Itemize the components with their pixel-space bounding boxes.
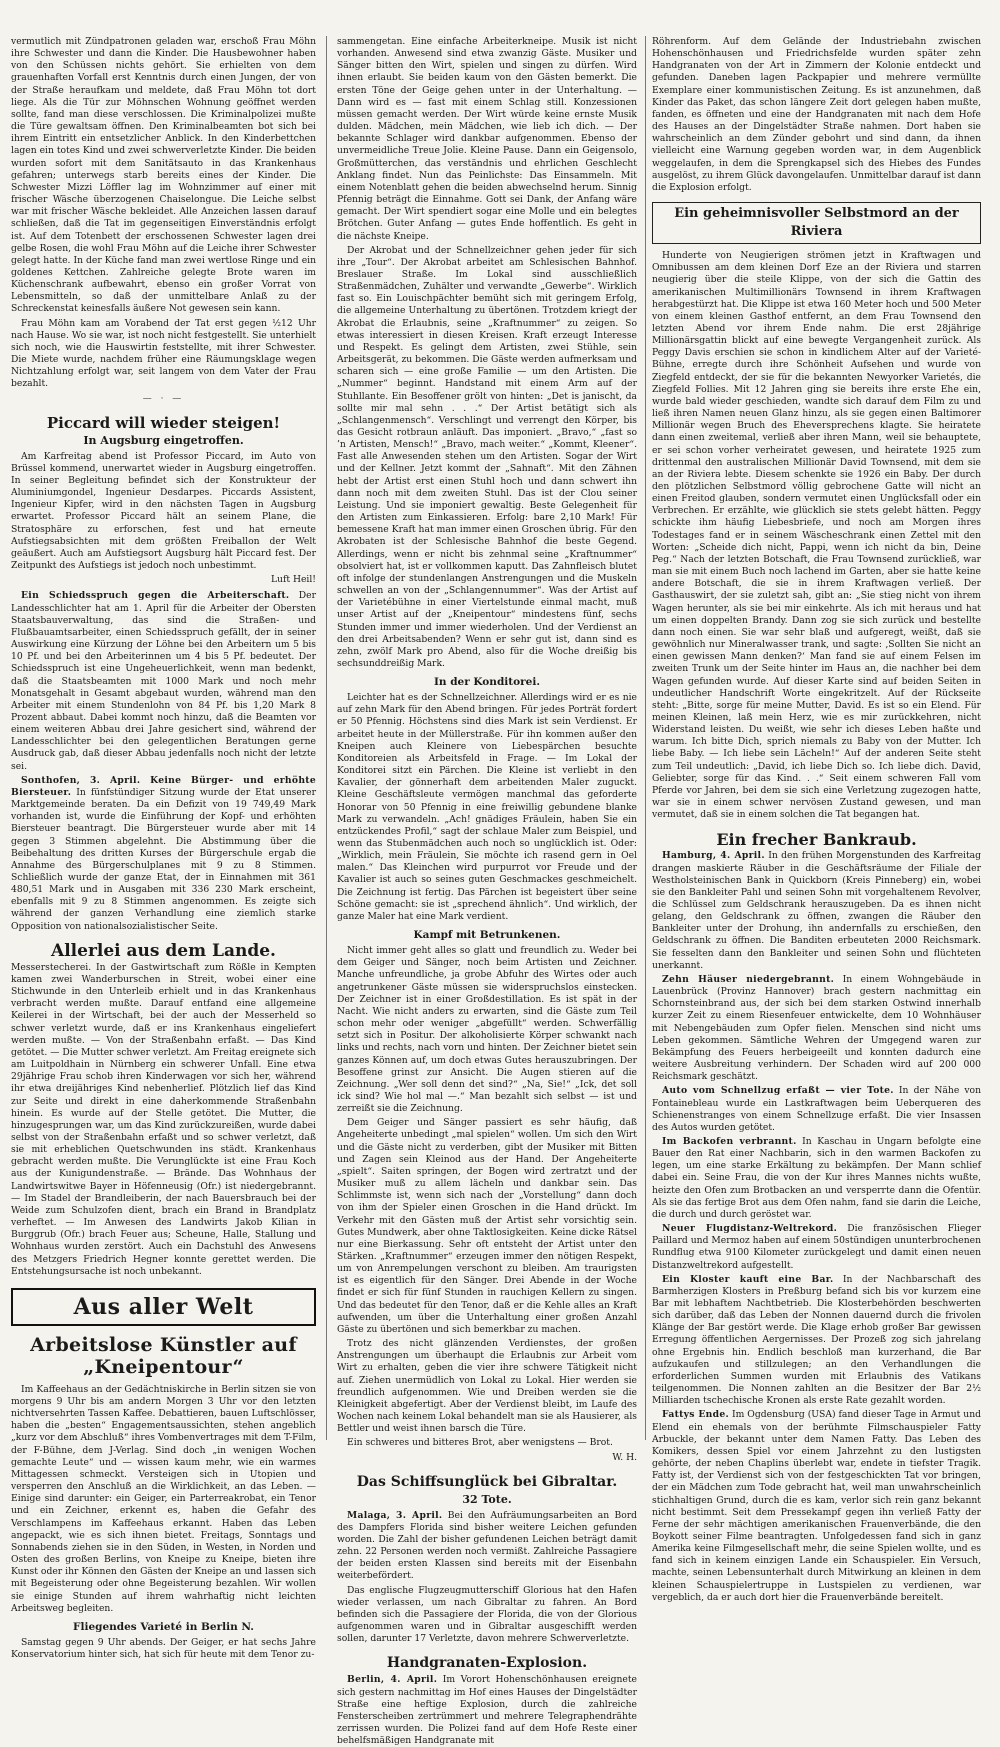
- article-text: Trotz des nicht glänzenden Verdienstes, der großen Anstrengungen um überhaupt die Erlaubnis zur Arbeit vom Wirt zu erhalten, geben die vier ihre schwere Tätigkeit nicht auf. Ziehen unermüdlich von Lokal zu Lokal. Hier werden sie freundlich aufgenommen. Wie und Dreiben werden sie die Kleinigkeit abgefertigt. Aber der Verdienst bleibt, im Laufe des Wochen nach keinem Lokal behandelt man sie als Hausierer, als Bettler und weist ihnen barsch die Türe.: [337, 1338, 637, 1435]
- article-text: Hunderte von Neugierigen strömen jetzt in Kraftwagen und Omnibussen am dem kleinen Dorf Eze an der Riviera und starren neugierig über die steile Klippe, von der sich die Gattin des amerikanischen Multimillionärs Townsend in ihrem Kraftwagen herabgestürzt hat. Die Klippe ist etwa 160 Meter hoch und 500 Meter von einem kleinen Gasthof entfernt, an dem Frau Townsend den letzten Abend vor ihrem Ende nahm. Die erst 28jährige Millionärsgattin blickt auf eine bewegte Vergangenheit zurück. Als Peggy Davis erschien sie schon in kindlichem Alter auf der Varieté-Bühne, erregte durch ihre Schönheit Aufsehen und wurde von Ziegfeld entdeckt, der sie für die bekannten Newyorker Varietés, die Ziegfeld Follies. Mit 12 Jahren ging sie bereits ihre erste Ehe ein, wurde bald wieder geschieden, wandte sich darauf dem Film zu und ließ ihren Namen neuen Glanz hinzu, als sie gegen einen Baltimorer Millionär wegen Bruch des Eheversprechens klagte. Sie heiratete dann einen zweitemal, verließ aber ihren Mann, weil sie behauptete, er sei schon vorher verheiratet gewesen, und heiratete 1925 zum drittenmal den australischen Millionär David Townsend, mit dem sie an der Riviera lebte. Diesem schenkte sie 1926 ein Baby. Der durch den plötzlichen Selbstmord völlig gebrochene Gatte will nicht an einen Freitod glauben, sondern vermutet einen Unglücksfall oder ein Verbrechen. Er erzählte, wie glücklich sie stets gelebt hätten. Peggy schickte ihm häufig Liebesbriefe, und noch am Morgen ihres Todestages fand er in seinem Wäscheschrank einen Zettel mit den Worten: „Scheide dich nicht, Pappi, wenn ich nicht da bin, Deine Peg.“ Nach der letzten Botschaft, die Frau Townsend zurückließ, war man sie mit einem Buch noch lachend im Garten, aber sie hatte keine andere Botschaft, die sie in ihrem Kraftwagen verließ. Der Gasthauswirt, der sie zuletzt sah, gibt an: „Sie stieg nicht von ihrem Wagen herunter, als sie bei mir einkehrte. Als ich mit heraus und hat um einen doppelten Brandy. Dann zog sie sich zurück und bestellte dann noch einen. Sie war sehr blaß und aufgeregt, weißt, daß sie gewöhnlich nur Mineralwasser trank, und sagte: ‚Sollten Sie nicht an einen gewissen Mann denken?‘ Man fand sie auf einem Felsen im zweiten Trunk um der Seite hinter im Haus an, die nachher bei dem Wagen gefunden wurde. Auf dieser Karte sind auf beiden Seiten in undeutlicher Handschrift Worte eingekritzelt. Auf der Rückseite steht: „Bitte, sorge für meine Mutter, David. Es ist so ein Elend. Für meinen Kleinen, laß mein Herz, wie es mir zurückkehren, nicht Widerstand leisten. Du weißt, wie sehr ich dieses Leben haßte und warum. Ich bitte Dich, sprich niemals zu Baby von der Mutter. Ich liebe Baby. — Ich liebe sein Lächeln!“ Auf der anderen Seite steht zum Teil undeutlich: „David, ich liebe Dich so. Ich liebe dich. David, Geliebter, sorge für das Kind. . .“ Seit einem schweren Fall vom Pferde vor Jahren, bei dem sie sich eine Verletzung zugezogen hatte, war sie in einem schwer nervösen Zustand gewesen, und man vermutet, daß sie in einem solchen die Tat begangen hat.: [652, 250, 981, 821]
- article-closing: Luft Heil!: [270, 574, 316, 586]
- headline-allerlei: Allerlei aus dem Lande.: [51, 940, 276, 961]
- article-text: In Kaschau in Ungarn befolgte eine Bauer den Rat einer Nachbarin, sich in den warmen Backofen zu legen, um eine starke Erkältung zu bekämpfen. Der Mann schlief dabei ein. Seine Frau, die von der Kur ihres Mannes nichts wußte, heizte den Ofen zum Brotbacken an und versperrte dann die Ofentür. Als sie das fertige Brot aus dem Ofen nahm, fand sie darin die Leiche, die durch und durch geröstet war.: [652, 1135, 982, 1220]
- subheadline-piccard: In Augsburg eingetroffen.: [83, 433, 244, 447]
- article-lead: Neuer Flugdistanz-Weltrekord.: [662, 1223, 838, 1235]
- headline-gibraltar: Das Schiffsunglück bei Gibraltar.: [356, 1473, 618, 1490]
- column-3: [652, 36, 982, 1603]
- article-text: Der Landesschlichter hat am 1. April für die Arbeiter der Obersten Staatsbauverwaltung, das sind die Straßen- und Flußbauamtsarbeiter, einen Schiedsspruch gefällt, der in seiner Auswirkung eine Kürzung der Löhne bei den Arbeitern um 5 bis 10 Pf. und bei den Arbeiterinnen um 4 bis 5 Pf. bedeutet. Der Schiedsspruch ist eine Ungeheuerlichkeit, wenn man bedenkt, daß die Staatsbeamten mit 1000 Mark und noch mehr Monatsgehalt in Gesamt abgebaut wurden, während man den Arbeiter mit einem Stundenlohn von 84 Pf. bis 1,20 Mark 8 Prozent abbaut. Dabei kommt noch hinzu, daß die Beamten vor einem weiteren Abbau drei Jahre gesichert sind, während der Landesschlichter bei den gelegentlichen Beratungen gerne Ausdruck gab, daß dieser Abbau jedenfalls noch nicht der letzte sei.: [11, 590, 316, 772]
- headline-handgranate: Handgranaten-Explosion.: [386, 1655, 588, 1672]
- subheadline-konditorei: In der Konditorei.: [434, 676, 540, 689]
- column-1: [11, 36, 317, 1660]
- article-lead: Malaga, 3. April.: [347, 1509, 443, 1521]
- column-rule: [326, 36, 327, 1440]
- article-text: Der Akrobat und der Schnellzeichner gehen jeder für sich ihre „Tour“. Der Akrobat arbeitet am Schlesischen Bahnhof. Breslauer Straße. Im Lokal sind ausschließlich Straßenmädchen, Zuhälter und verwandte „Gewerbe“. Wirklich fast so. Ein Louischpächter bemüht sich mit geringem Erfolg, die allgemeine Unterhaltung zu übertönen. Trotzdem kriegt der Akrobat die Erlaubnis, seine „Kraftnummer“ zu zeigen. So etwas interessiert in diesen Kreisen. Kraft erzeugt Interesse und Respekt. Es gelingt dem Artisten, zwei Stühle, sein Arbeitsgerät, zu bekommen. Die Gäste werden aufmerksam und scharen sich — eine große Familie — um den Artisten. Die „Nummer“ beginnt. Handstand mit einem Arm auf der Stuhllante. Ein Besoffener grölt von hinten: „Det is janischt, da sollte mir mal sehn . . .“ Der Artist betätigt sich als „Schlangenmensch“. Verschlingt und verrengt den Körper, bis das Gesicht rotbraun anläuft. Das imponiert. „Bravo,“ „fast so ’n Artisten, Mensch!“ „Bravo, mach weiter.“ „Kommt, Kleener“. Fast alle Anwesenden stehen um den Artisten. Sogar der Wirt und der Kellner. Jetzt kommt der „Sahnaft“. Mit den Zähnen hebt der Artist erst einen Stuhl hoch und dann schwert ihn dann noch mit dem zweiten Stuhl. Das ist der Clou seiner Leistung. Und sie imponiert gewaltig. Beste Gelegenheit für den Artisten zum Einkassieren. Erfolg: bare 2,10 Mark! Für bemessene Kraft hat man immer einen Groschen übrig. Für den Akrobaten ist der Schlesische Bahnhof die beste Gegend. Allerdings, wenn er nicht bis zehnmal seine „Kraftnummer“ obsolviert hat, ist er vollkommen kaputt. Das Zahnfleisch blutet oft infolge der stundenlangen Anstrengungen und die Muskeln schwellen an von der „Schlangennummer“. Was der Artist auf der Varietébühne in einer Viertelstunde einmal macht, muß unser Artist auf der „Kneipentour“ mindestens fünf, sechs Stunden immer und immer wiederholen. Und der Verdienst an den drei Arbeitsabenden? Wenn er sehr gut ist, dann sind es zehn, zwölf Mark pro Abend, also für die Woche dreißig bis sechsunddreißig Mark.: [337, 244, 637, 669]
- author-signature: W. H.: [612, 1451, 637, 1463]
- headline-kuenstler: Arbeitslose Künstler auf „Kneipentour“: [30, 1333, 297, 1378]
- article-text: vermutlich mit Zündpatronen geladen war, erschoß Frau Möhn ihre Schwester und dann die Kinder. Die Hausbewohner haben von den Schüssen nichts gehört. Sie erhielten von dem grauenhaften Vorfall erst Kenntnis durch einen Jungen, der von der Straße heraufkam und meldete, daß Frau Möhn tot dort liege. Als die Tür zur Möhnschen Wohnung geöffnet werden sollte, fand man diese verschlossen. Die Kriminalpolizei mußte die Türe gewaltsam öffnen. Den Kriminalbeamten bot sich bei ihrem Eintritt ein entsetzlicher Anblick. In den Kinderbettchen lagen ein totes Kind und zwei schwerverletzte Kinder. Die beiden wurden sofort mit dem Sanitätsauto in das Krankenhaus gefahren; unterwegs starb bereits eines der Kinder. Die Schwester Mizzi Löffler lag im Wohnzimmer auf einer mit frischer Wäsche überzogenen Chaiselongue. Die Leiche selbst war mit frischer Wäsche bekleidet. Alle Anzeichen lassen darauf schließen, daß die Tat im gegenseitigen Einverständnis erfolgt ist. Auf dem Totenbett der erschossenen Schwester lagen drei gelbe Rosen, die wohl Frau Möhn auf die Leiche ihrer Schwester gelegt hatte. In der Küche fand man zwei wertlose Ringe und ein goldenes Kettchen. Zahlreiche gelegte Brote waren im Küchenschrank aufbewahrt, ebenso ein großer Vorrat von Lebensmitteln, so daß der unmittelbare Anlaß zu der Schreckenstat keinesfalls äußere Not gewesen sein kann.: [11, 36, 316, 315]
- headline-bankraub: Ein frecher Bankraub.: [716, 830, 917, 850]
- headline-piccard: Piccard will wieder steigen!: [46, 413, 281, 432]
- article-lead: Sonthofen, 3. April. Keine Bürger- und erhöhte Biersteuer.: [11, 774, 316, 798]
- column-2: [337, 36, 638, 1747]
- article-lead: Auto vom Schnellzug erfaßt — vier Tote.: [662, 1085, 894, 1097]
- article-text: In fünfstündiger Sitzung wurde der Etat unserer Marktgemeinde beraten. Da ein Defizit von 19 749,49 Mark vorhanden ist, wurde die Einführung der Kopf- und erhöhten Biersteuer beantragt. Die Bürgersteuer wurde aber mit 14 gegen 3 Stimmen abgelehnt. Die Abstimmung über die Beibehaltung des dritten Kurses der Bürgerschule ergab die Annahme des Bürgerschulplanes mit 9 zu 8 Stimmen. Schließlich wurde der ganze Etat, der in Einnahmen mit 361 480,51 Mark und in Ausgaben mit 336 230 Mark erscheint, ebenfalls mit 9 zu 8 Stimmen angenommen. Es zeigte sich während der ganzen Verhandlung eine ziemlich starke Opposition von nationalsozialistischer Seite.: [11, 786, 317, 932]
- column-rule: [645, 36, 646, 1440]
- article-lead: Berlin, 4. April.: [347, 1674, 438, 1686]
- article-text: In der Nähe von Fontainebleau wurde ein Lastkraftwagen beim Ueberqueren des Schienenstranges von einem Schnellzuge erfaßt. Die vier Insassen des Autos wurden getötet.: [652, 1085, 981, 1133]
- article-lead: Im Backofen verbrannt.: [662, 1135, 797, 1147]
- article-text: In einem Wohngebäude in Lauenbrück (Provinz Hannover) brach gestern nachmittag ein Schornsteinbrand aus, der sich bei dem starken Ostwind innerhalb kurzer Zeit zu einem Riesenfeuer entwickelte, dem 10 Wohnhäuser mit Nebengebäuden zum Opfer fielen. Menschen sind nicht ums Leben gekommen. Sämtliche Wehren der Umgegend waren zur Bekämpfung des Feuers herbeigeeilt und konnten dadurch eine weitere Ausbreitung verhindern. Der Schaden wird auf 200 000 Reichsmark geschätzt.: [652, 973, 981, 1083]
- section-banner: Aus aller Welt: [11, 1288, 316, 1326]
- article-text: Leichter hat es der Schnellzeichner. Allerdings wird er es nie auf zehn Mark für den Abend bringen. Für jedes Porträt fordert er 50 Pfennig. Höchstens sind dies Mark ist sein Verdienst. Er arbeitet heute in der Müllerstraße. Für ihn kommen außer den Kneipen auch Kleinere von Liebespärchen besuchte Konditoreien als Arbeitsfeld in Frage. — Im Lokal der Konditorei sitzt ein Pärchen. Die Kleine ist verliebt in den Kavalier, der gönnerhaft dem arbeitenden Maler zuguckt. Kleine Geschäftsleute vermögen manchmal das geforderte Honorar von 50 Pfennig in eine freiwillig gebundene blanke Mark zu verwandeln. „Ach! gnädiges Fräulein, haben Sie ein entzückendes Profil,“ sagt der schlaue Maler zum Beispiel, und wenn das Stubenmädchen auch noch so unglücklich ist. Oder: „Wirklich, mein Fräulein, Sie möchte ich rasend gern in Oel malen.“ Das Kleinchen wird purpurrot vor Freude und der Kavalier ist auch so seines guten Geschmackes geschmeichelt. Die Zeichnung ist fertig. Das Pärchen ist begeistert über seine Schöne gemacht: sie ist „sprechend ähnlich“. Und wirklich, der ganze Maler hat eine Mark verdient.: [337, 692, 637, 922]
- article-text: Das englische Flugzeugmutterschiff Glorious hat den Hafen wieder verlassen, um nach Gibraltar zu fahren. An Bord befinden sich die Passagiere der Florida, die von der Glorious aufgenommen waren und in Gibraltar ausgeschifft werden sollen, darunter 17 Verletzte, davon mehrere Schwerverletzte.: [337, 1584, 637, 1645]
- article-text: Messerstecherei. In der Gastwirtschaft zum Rößle in Kempten kamen zwei Wanderburschen in Streit, wobei einer eine Stichwunde in den Unterleib erhielt und in das Krankenhaus verbracht werden mußte. Darauf entfand eine allgemeine Keilerei in der Wirtschaft, bei der auch der Messerheld so schwer verletzt wurde, daß er ins Krankenhaus eingeliefert werden mußte. — Von der Straßenbahn erfaßt. — Das Kind getötet. — Die Mutter schwer verletzt. Am Freitag ereignete sich am Luitpoldhain in Nürnberg ein schwerer Unfall. Eine etwa 29jährige Frau schob ihren Kinderwagen vor sich her, während ihr etwa dreijähriges Kind nebenherlief. Plötzlich lief das Kind zur Seite und direkt in eine daherkommende Straßenbahn hinein. Es wurde auf der Stelle getötet. Die Mutter, die hinzugesprungen war, um das Kind zurückzureißen, wurde dabei selbst von der Straßenbahn erfaßt und so schwer verletzt, daß sie mit erheblichen Quetschwunden ins städt. Krankenhaus gebracht werden mußte. Die Verunglückte ist eine Frau Koch aus der Kunigundenstraße. — Brände. Das Wohnhaus der Landwirtswitwe Bayer in Höfenneusig (Ofr.) ist niedergebrannt. — Im Stadel der Brandleiberin, der nach Bauersbrauch bei der Weide zum Schulzofen dient, brach ein Brand in Brandplatz verheftet. — Im Anwesen des Landwirts Jakob Kilian in Burggrub (Ofr.) brach Feuer aus; Scheune, Halle, Stallung und Wohnhaus wurden zerstört. Auch ein Dachstuhl des Anwesens des Metzgers Friedrich Hegner konnte gerettet werden. Die Entstehungsursache ist noch unbekannt.: [11, 961, 316, 1277]
- article-lead: Zehn Häuser niedergebrannt.: [662, 973, 835, 985]
- article-lead: Fattys Ende.: [662, 1409, 729, 1421]
- article-text: In den frühen Morgenstunden des Karfreitag drangen maskierte Räuber in die Geschäftsräume der Filiale der Westholsteinischen Bank in Quickborn (Kreis Pinneberg) ein, wobei sie den Bankleiter Pahl und seinen Sohn mit vorgehaltenem Revolver, die Schlüssel zum Geldschrank herauszugeben. Da es ihnen nicht gelang, den Geldschrank zu öffnen, zwangen die Räuber den Bankleiter unter der Drohung, ihn andernfalls zu erschießen, den Geldschrank zu öffnen. Die Banditen erbeuteten 2000 Reichsmark. Sie fesselten dann den Bankleiter und seinen Sohn und flüchteten unerkannt.: [652, 850, 981, 971]
- subheadline-variete: Fliegendes Varieté in Berlin N.: [73, 1620, 254, 1633]
- article-text: Dem Geiger und Sänger passiert es sehr häufig, daß Angeheiterte unbedingt „mal spielen“ wollen. Um sich den Wirt und die Gäste nicht zu verderben, gibt der Musiker mit Bitten und Zagen sein Kleinod aus der Hand. Der Angeheiterte „spielt“. Saiten springen, der Bogen wird zertratzt und der Musiker muß zu allem lächeln und dankbar sein. Das Schlimmste ist, wenn sich nach der „Vorstellung“ dann doch von ihm der Spieler einen Groschen in die Hand drückt. Im Verkehr mit den Gästen muß der Artist sehr vorsichtig sein. Gutes Mundwerk, aber ohne Taktlosigkeiten. Keine dicke Rätsel nur eine Bierkassung. Sehr oft entsteht der Artist unter den Stärken. „Kraftnummer“ erzeugen immer den nötigen Respekt, um von Anrempelungen verschont zu bleiben. Am traurigsten ist es eigentlich für den Sänger. Drei Abende in der Woche findet er sich für fünf Stunden in rauchigen Kellern zu singen. Und das bedeutet für den Tenor, daß er die Kehle alles an Kraft aufwenden, um über die Unterhaltung einer großen Anzahl Gäste zu übertönen und sich bemerkbar zu machen.: [337, 1117, 637, 1335]
- article-text: Im Ogdensburg (USA) fand dieser Tage in Armut und Elend ein ehemals von der berühmte Filmschauspieler Fatty Arbuckle, der bekannt unter dem Namen Fatty. Das Leben des Komikers, dessen Spiel vor einem Jahrzehnt zu den lustigsten gehörte, der neben Chaplins überlebt war, endete in tiefster Tragik. Fatty ist, der Verdienst sich von der festgeschickten Tat vor bringen, der ein Mädchen zum Tode gebracht hat, weil man unwahrscheinlich stichhaltigen Grund, durch die es kam, verlor sich rein ganz bekannt nicht bestimmt. Seit dem Pressekampf gegen ihn verließ Fatty der Ferne der sehr mächtigen amerikanischen Frauenverbände, die den Boykott seiner Filme beantragten. Unfolgedessen fand sich in ganz Amerika keine Filmgesellschaft mehr, die seine Spielen wollte, und es fand sich in keinem einzigen Lande ein Schauspieler. Ein Versuch, machte, seinen Lebensunterhalt durch Mitwirkung an kleinen in dem kleinen Schauspielertruppe in Lustspielen zu verdienen, war vergeblich, da er auch dort hier die Frauenverbände bereitelt.: [652, 1409, 982, 1603]
- article-text: Am Karfreitag abend ist Professor Piccard, im Auto von Brüssel kommend, unerwartet wieder in Augsburg eingetroffen. In seiner Begleitung befindet sich der Konstrukteur der Aluminiumgondel, Ingenieur Desdarpes. Piccards Assistent, Ingenieur Kipfer, wird in den nächsten Tagen in Augsburg erwartet. Professor Piccard hält an seinem Plane, die Stratosphäre zu erforschen, fest und hat erneute Aufstiegsabsichten mit dem größten Freiballon der Welt geäußert. Auch am Aufstiegsort Augsburg hält Piccard fest. Der Zeitpunkt des Aufstiegs ist jedoch noch unbestimmt.: [11, 450, 316, 572]
- article-text: sammengetan. Eine einfache Arbeiterkneipe. Musik ist nicht vorhanden. Anwesend sind etwa zwanzig Gäste. Musiker und Sänger bitten den Wirt, spielen und singen zu dürfen. Wird ihnen erlaubt. Sie beiden kaum von den Gästen bemerkt. Die ersten Töne der Geige gehen unter in der Unterhaltung. — Dann wird es — fast mit einem Schlag still. Konzessionen müssen gemacht werden. Der Wirt würde keine ernste Musik dulden. Mädchen, mein Mädchen, wie lieb ich dich. — Der bekannte Schlager wird dankbar aufgenommen. Ebenso der unvermeidliche Treue Jolie. Kleine Pause. Dann ein Geigensolo, Großmütterchen, das verständnis und ehrlichen Geschlecht Anklang findet. Nun das Peinlichste: Das Einsammeln. Mit einem Notenblatt gehen die beiden abwechselnd herum. Sinnig Pfennig beträgt die Einnahme. Gott sei Dank, der Anfang wäre gemacht. Der Wirt spendiert sogar eine Molle und ein belegtes Brötchen. Guter Anfang — gutes Ende hoffentlich. Es geht in die nächste Kneipe.: [337, 36, 637, 242]
- article-text: Frau Möhn kam am Vorabend der Tat erst gegen ½12 Uhr nach Hause. Wo sie war, ist noch nicht festgestellt. Sie unterhielt sich noch, wie die Hauswirtin feststellte, mit ihrer Schwester. Die Miete wurde, nachdem früher eine Räumungsklage wegen Nichtzahlung erfolgt war, seit langem von dem Vater der Frau bezahlt.: [11, 317, 316, 390]
- headline-riviera: Ein geheimnisvoller Selbstmord an der Riviera: [652, 202, 981, 244]
- article-text: Die französischen Flieger Paillard und Mermoz haben auf einem 50stündigen ununterbrochenen Rundflug etwa 9100 Kilometer zurückgelegt und damit einen neuen Distanzweltrekord aufgestellt.: [652, 1223, 982, 1271]
- article-text: Nicht immer geht alles so glatt und freundlich zu. Weder bei dem Geiger und Sänger, noch beim Artisten und Zeichner. Manche unfreundliche, ja grobe Abfuhr des Wirtes oder auch angetrunkener Gäste müssen sie widerspruchslos einstecken. Der Zeichner ist in einer Großdestillation. Es ist spät in der Nacht. Wie nicht anders zu erwarten, sind die Gäste zum Teil schon mehr oder weniger „abgefüllt“ werden. Schwerfällig setzt sich in Positur. Der alkoholisierte Körper schwankt nach links und rechts, nach vorn und hinten. Der Zeichner bietet sein ganzes Können auf, um doch etwas Gutes herauszubringen. Der Besoffene grinst zur Ansicht. Die Augen stieren auf die Zeichnung. „Wer soll denn det sind?“ „Na, Sie!“ „Ick, det soll ick sind? Wie hol mal —.“ Man bezahlt sich selbst — ist und zerreißt sie die Zeichnung.: [337, 945, 638, 1115]
- article-lead: Ein Kloster kauft eine Bar.: [662, 1273, 834, 1285]
- subheadline-betrunkene: Kampf mit Betrunkenen.: [413, 929, 561, 942]
- article-text: Im Vorort Hohenschönhausen ereignete sich gestern nachmittag im Hof eines Hauses der Dingelstädter Straße eine heftige Explosion, durch die zahlreiche Fensterscheiben zertrümmert und mehrere Telegraphendrähte zerrissen wurden. Die Polizei fand auf dem Hofe Reste einer behelfsmäßigen Handgranate mit: [337, 1674, 637, 1747]
- article-text: Ein schweres und bitteres Brot, aber wenigstens — Brot.: [347, 1437, 613, 1449]
- article-lead: Hamburg, 4. April.: [662, 850, 765, 862]
- article-text: Bei den Aufräumungsarbeiten an Bord des Dampfers Florida sind bisher weitere Leichen gefunden worden. Die Zahl der bisher gefundenen Leichen beträgt damit zehn. 22 Personen werden noch vermißt. Zahlreiche Passagiere der beiden ersten Klassen sind bereits mit der Eisenbahn weiterbefördert.: [337, 1509, 637, 1582]
- separator-ornament: — · —: [142, 393, 185, 404]
- article-text: In der Nachbarschaft des Barmherzigen Klosters in Preßburg befand sich bis vor kurzem eine Bar mit lebhaftem Nachtbetrieb. Die Klosterbehörden beschwerten sich darüber, daß das Leben der Nonnen dauernd durch die frivolen Klänge der Bar gestört werde. Die Klage erhob großer Bar gewissen Erregung öffentlichen Aergernisses. Der Prozeß zog sich jahrelang ohne Ergebnis hin. Endlich beschloß man kurzerhand, die Bar aufzukaufen und stillzulegen; an den Verhandlungen die erforderlichen Summen wurden mit Erlaubnis des Vatikans teilgenommen. Die Nonnen zahlten an die Besitzer der Bar 2½ Milliarden tschechische Kronen als erste Rate gezahlt worden.: [652, 1273, 981, 1407]
- article-text: Im Kaffeehaus an der Gedächtniskirche in Berlin sitzen sie von morgens 9 Uhr bis am andern Morgen 3 Uhr vor den letzten nichtversehrten Tassen Kaffee. Debattieren, bauen Luftschlösser, haben die „besten“ Engagementsaussichten, stehen angeblich „kurz vor dem Abschluß“ ihres Vombenvertrages mit dem T-Film, der F-Bühne, dem J-Verlag. Sind doch „in wenigen Wochen gemachte Leute“ und — wissen kaum mehr, wie ein warmes Mittagessen schmeckt. Versteigen sich in Utopien und versperren den Anschluß an die Wirklichkeit, an das Leben. — Einige sind darunter: ein Geiger, ein Parterreakrobat, ein Tenor und ein Zeichner, erkennt es, haben die Gefahr des Verschlampens im Kaffeehaus erkannt. Haben das Leben angepackt, wie es sich ihnen bietet. Freitags, Sonntags und Sonnabends ziehen sie in den Süden, in Westen, in Norden und Osten des großen Berlins, von Kneipe zu Kneipe, bieten ihre Kunst oder ihr Können den Gästen der Kneipe an und lassen sich mit Begeisterung oder ohne Begeisterung bezahlen. Wir wollen sie einige Stunden auf ihrem wahrhaftig nicht leichten Arbeitsweg begleiten.: [11, 1383, 316, 1614]
- article-lead: Ein Schiedsspruch gegen die Arbeiterschaft.: [21, 590, 290, 602]
- article-text: Samstag gegen 9 Uhr abends. Der Geiger, er hat sechs Jahre Konservatorium hinter sich, hat sich für heute mit dem Tenor zu-: [11, 1636, 316, 1660]
- subheadline-tote: 32 Tote.: [462, 1492, 512, 1506]
- article-text: Röhrenform. Auf dem Gelände der Industriebahn zwischen Hohenschönhausen und Friedrichsfelde wurden später zehn Handgranaten von der Art in Zimmern der Kolonie entdeckt und gefunden. Daneben lagen Packpapier und mehrere vermüllte Exemplare einer kommunistischen Zeitung. Es ist anzunehmen, daß Kinder das Paket, das schon längere Zeit dort gelegen haben mußte, fanden, es öffneten und eine der Handgranaten mit nach dem Hofe des Hauses an der Dingelstädter Straße nahmen. Dort haben sie wahrscheinlich an dem Zünder gebohrt und sind dann, da ihnen vielleicht eine Warnung gegeben worden war, in dem Augenblick weggelaufen, in dem die Sprengkapsel sich des Hiebes des Fundes ausgelöst, zu ihrem Glück davongelaufen. Unmittelbar darauf ist dann die Explosion erfolgt.: [652, 36, 981, 193]
